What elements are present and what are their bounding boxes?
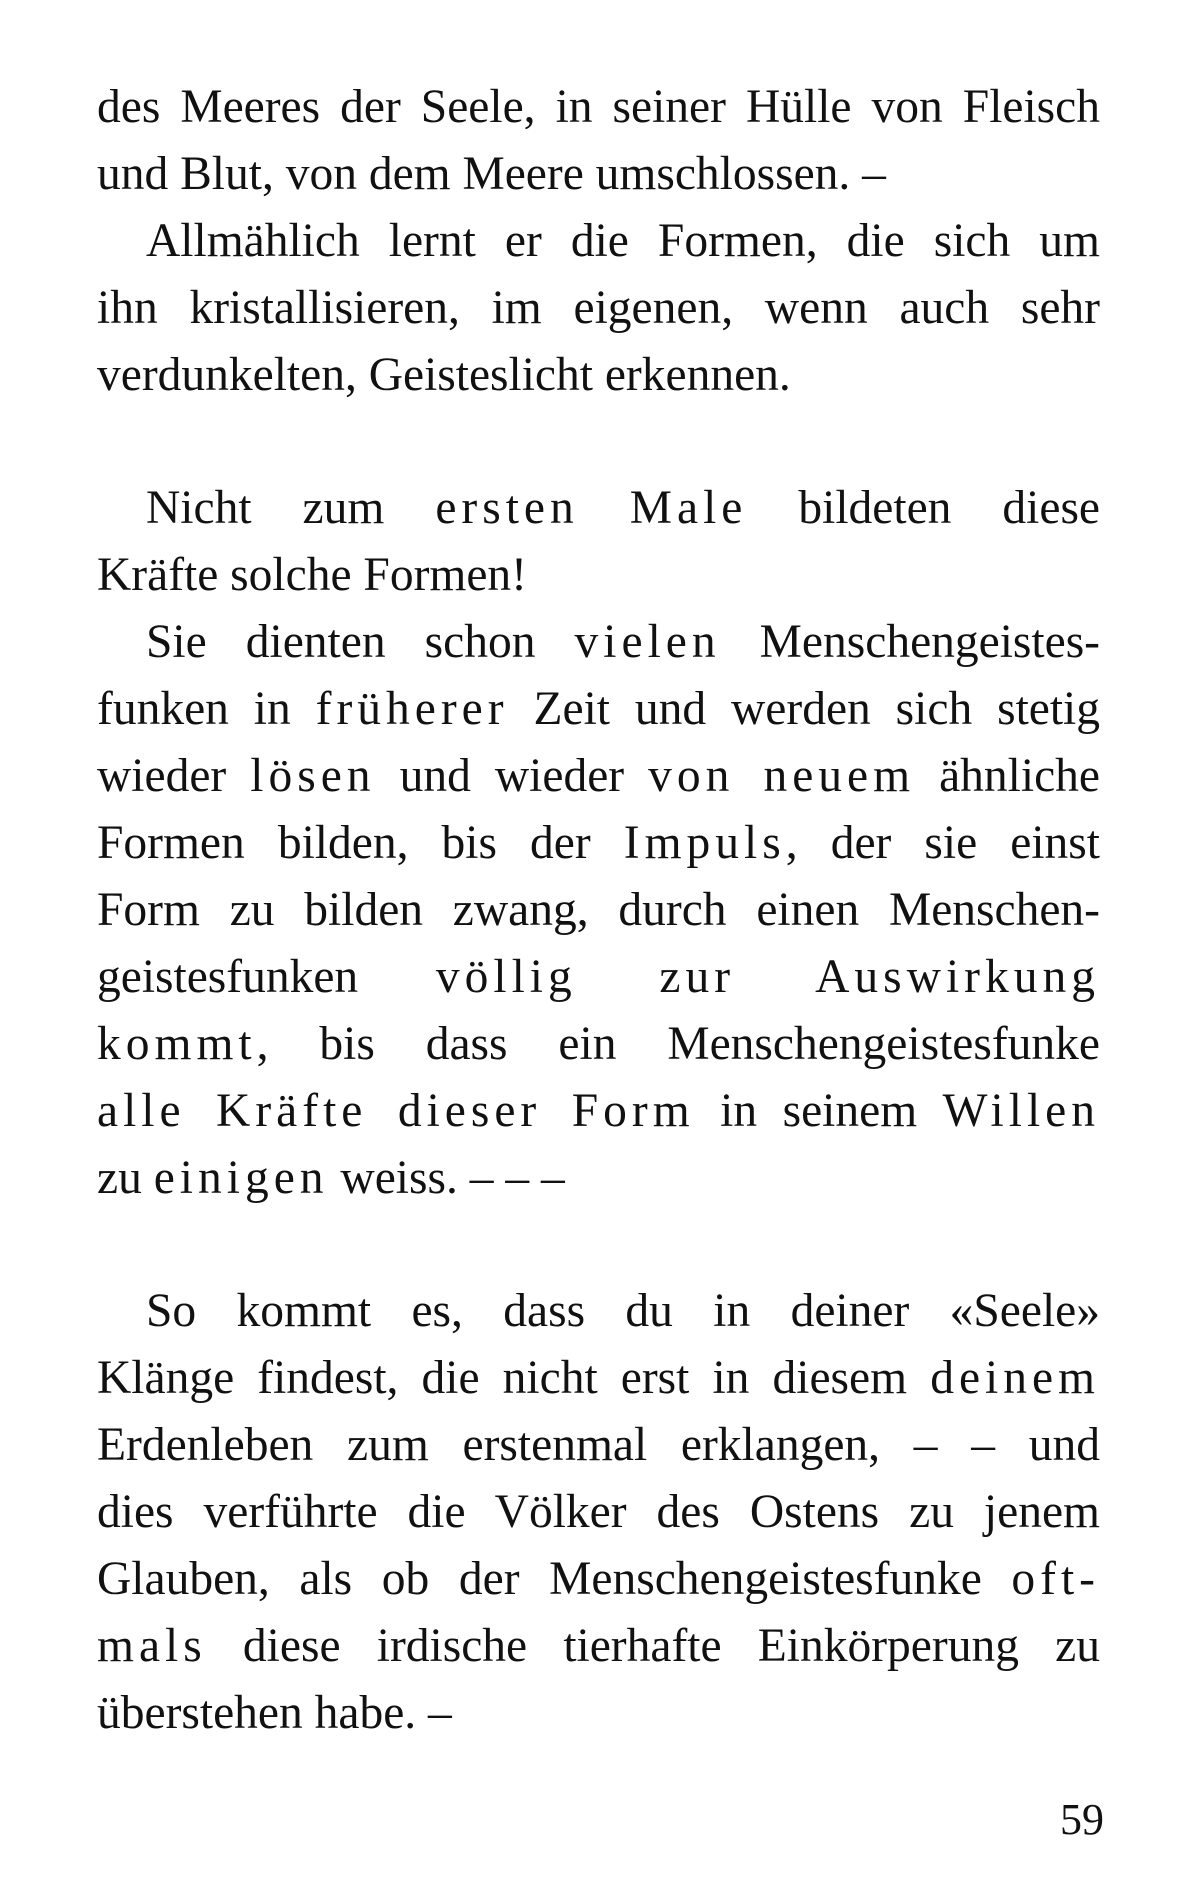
text-line: ihn kristallisieren, im eigenen, wenn auch sehr (97, 282, 1100, 334)
text-line: und Blut, von dem Meere umschlossen. – (97, 148, 886, 200)
text-line: dies verführte die Völker des Ostens zu jenem (97, 1486, 1100, 1538)
text-line: verdunkelten, Geisteslicht erkennen. (97, 349, 791, 401)
text-line: mals diese irdische tierhafte Einkörperung zu (97, 1620, 1100, 1672)
spaced-emphasis: deinem (930, 1352, 1100, 1404)
text-line: wieder lösen und wieder von neuem ähnliche (97, 750, 1100, 802)
spaced-emphasis: früherer (315, 683, 509, 735)
text-line: Klänge findest, die nicht erst in diesem deinem (97, 1352, 1100, 1404)
spaced-emphasis: oft- (1011, 1553, 1100, 1605)
spaced-emphasis: lösen (250, 750, 376, 802)
section-gap (97, 1212, 1100, 1278)
text-line: kommt, bis dass ein Menschengeistesfunke (97, 1018, 1100, 1070)
paragraph-continuation (97, 74, 1100, 208)
spaced-emphasis: Impuls (623, 817, 786, 869)
text-line: funken in früherer Zeit und werden sich stetig (97, 683, 1100, 735)
spaced-emphasis: völlig zur Auswirkung (435, 951, 1100, 1003)
text-line: Glauben, als ob der Menschengeistesfunke oft- (97, 1553, 1100, 1605)
text-line: Form zu bilden zwang, durch einen Menschen- (97, 884, 1100, 936)
text-line: alle Kräfte dieser Form in seinem Willen (97, 1085, 1100, 1137)
text-line: Sie dienten schon vielen Menschengeistes- (146, 616, 1100, 668)
page-number: 59 (1060, 1795, 1104, 1844)
paragraph-sie-dienten (97, 609, 1100, 1212)
paragraph-allmaehlich (97, 208, 1100, 409)
text-line: des Meeres der Seele, in seiner Hülle von Fleisch (97, 81, 1100, 133)
text-line: Erdenleben zum erstenmal erklangen, – – und (97, 1419, 1100, 1471)
spaced-emphasis: alle Kräfte dieser Form (97, 1085, 695, 1137)
spaced-emphasis: mals (97, 1620, 207, 1672)
text-line: zu einigen weiss. – – – (97, 1152, 565, 1204)
spaced-emphasis: Male (629, 482, 748, 534)
spaced-emphasis: vielen (574, 616, 721, 668)
paragraph-nicht-zum-ersten (97, 475, 1100, 609)
text-line: Kräfte solche Formen! (97, 549, 527, 601)
section-gap (97, 409, 1100, 475)
text-line: geistesfunken völlig zur Auswirkung (97, 951, 1100, 1003)
text-line: Allmählich lernt er die Formen, die sich um (146, 215, 1100, 267)
spaced-emphasis: kommt (97, 1018, 257, 1070)
spaced-emphasis: einigen (153, 1152, 329, 1204)
text-line: Nicht zum ersten Male bildeten diese (146, 482, 1101, 534)
spaced-emphasis: von neuem (648, 750, 916, 802)
text-line: Formen bilden, bis der Impuls, der sie einst (97, 817, 1100, 869)
text-line: So kommt es, dass du in deiner «Seele» (146, 1285, 1100, 1337)
paragraph-so-kommt-es (97, 1278, 1100, 1747)
spaced-emphasis: Willen (942, 1085, 1100, 1137)
book-page (97, 74, 1100, 1747)
spaced-emphasis: ersten (435, 482, 579, 534)
text-line: überstehen habe. – (97, 1687, 452, 1739)
